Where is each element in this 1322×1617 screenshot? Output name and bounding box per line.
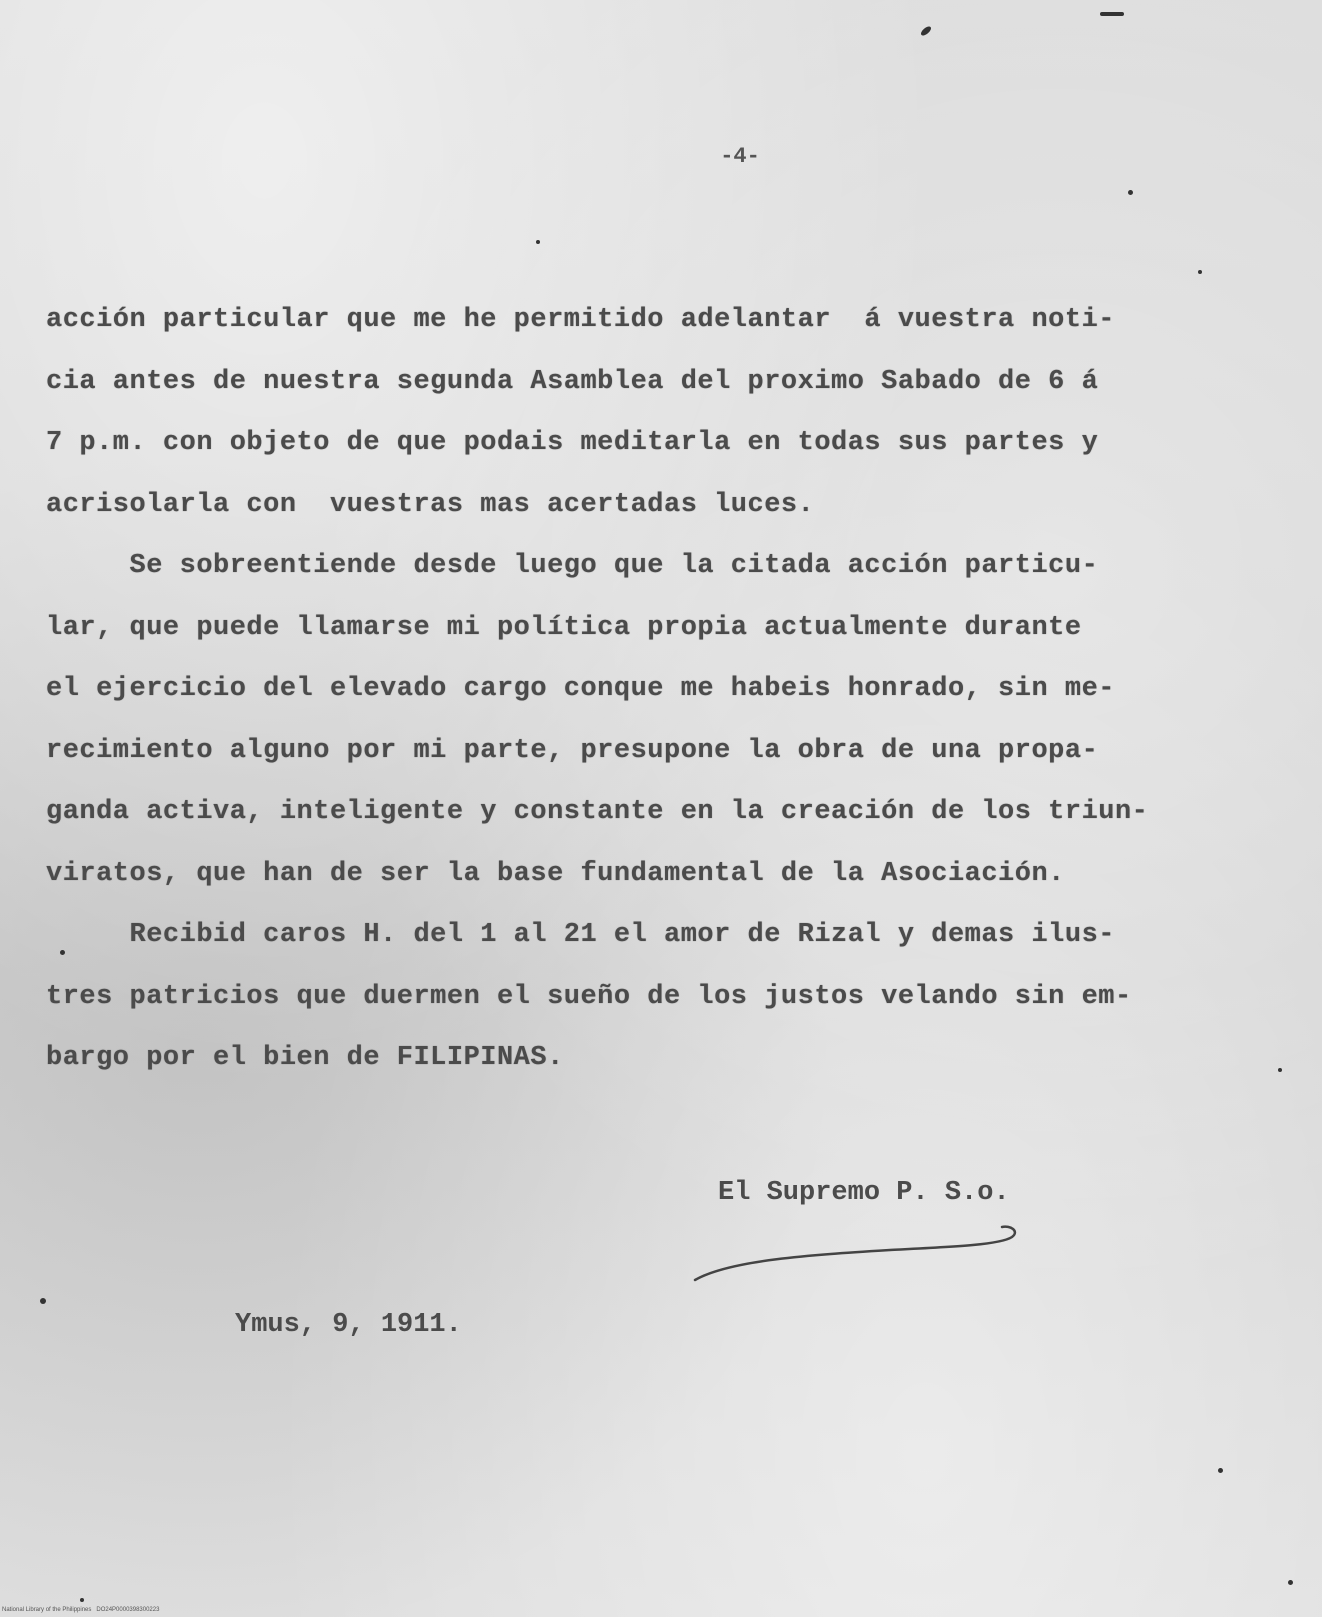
body-line: bargo por el bien de FILIPINAS.	[46, 1043, 564, 1073]
body-line: Recibid caros H. del 1 al 21 el amor de Rizal y demas ilus-	[46, 920, 1115, 950]
ink-speck	[40, 1298, 46, 1304]
body-line: tres patricios que duermen el sueño de los justos velando sin em-	[46, 981, 1132, 1012]
ink-speck	[1128, 190, 1133, 195]
ink-speck	[80, 1598, 84, 1602]
place-date: Ymus, 9, 1911.	[235, 1310, 462, 1340]
body-line: acrisolarla con vuestras mas acertadas luces.	[46, 489, 815, 520]
letter-body	[46, 290, 1286, 1090]
signature-text: El Supremo P. S.o.	[718, 1178, 1010, 1208]
signature-flourish-icon	[690, 1225, 1050, 1295]
body-line: recimiento alguno por mi parte, presupone la obra de una propa-	[46, 735, 1099, 766]
body-line: Se sobreentiende desde luego que la citada acción particu-	[46, 551, 1099, 581]
body-line: acción particular que me he permitido adelantar á vuestra noti-	[46, 305, 1115, 335]
page-number: -4-	[720, 144, 760, 169]
ink-speck	[1288, 1580, 1293, 1585]
ink-speck	[1198, 270, 1202, 274]
archive-credit: National Library of the Philippines DO24P0000398300223	[2, 1607, 160, 1613]
ink-speck	[919, 25, 932, 37]
body-line: ganda activa, inteligente y constante en la creación de los triun-	[46, 797, 1149, 827]
ink-speck	[1100, 12, 1124, 16]
ink-speck	[60, 950, 65, 955]
ink-speck	[1278, 1068, 1282, 1072]
body-line: el ejercicio del elevado cargo conque me habeis honrado, sin me-	[46, 674, 1115, 704]
body-line: viratos, que han de ser la base fundamental de la Asociación.	[46, 858, 1065, 889]
ink-speck	[536, 240, 540, 244]
body-line: 7 p.m. con objeto de que podais meditarla en todas sus partes y	[46, 428, 1099, 458]
body-line: lar, que puede llamarse mi política propia actualmente durante	[46, 612, 1082, 643]
ink-speck	[1218, 1468, 1223, 1473]
body-line: cia antes de nuestra segunda Asamblea del proximo Sabado de 6 á	[46, 366, 1099, 397]
